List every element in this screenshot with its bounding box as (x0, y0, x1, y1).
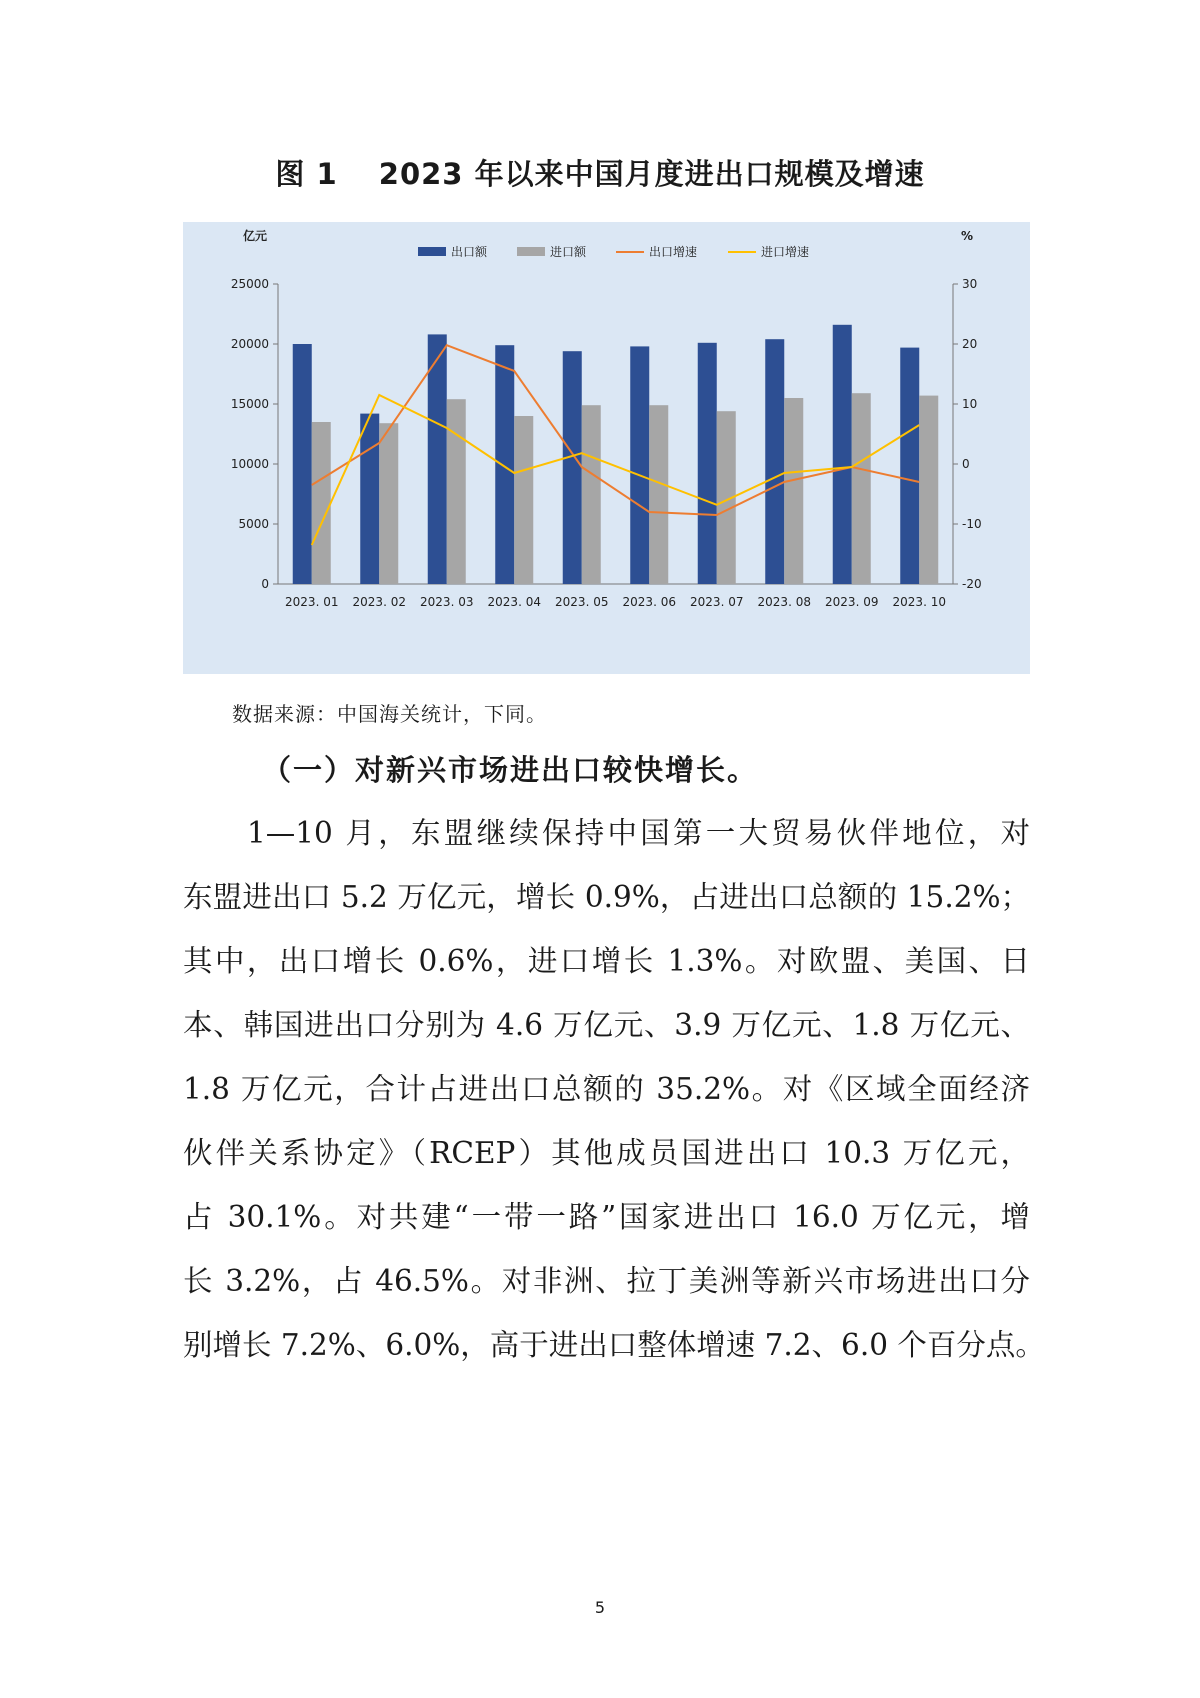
bar-import (784, 398, 803, 584)
x-tick-label: 2023. 02 (352, 595, 406, 609)
bar-export (630, 346, 649, 584)
right-tick-label: -10 (962, 517, 982, 531)
paragraph-line: 长 3.2%，占 46.5%。对非洲、拉丁美洲等新兴市场进出口分 (183, 1264, 1030, 1298)
paragraph-line: 东盟进出口 5.2 万亿元，增长 0.9%，占进出口总额的 15.2%； (183, 880, 1030, 914)
bar-export (495, 345, 514, 584)
legend-swatch (517, 247, 545, 256)
chart-panel (183, 222, 1030, 674)
paragraph-line: 别增长 7.2%、6.0%，高于进出口整体增速 7.2、6.0 个百分点。 (183, 1328, 1045, 1362)
section-heading: （一）对新兴市场进出口较快增长。 (262, 753, 759, 787)
paragraph-line: 伙伴关系协定》（RCEP）其他成员国进出口 10.3 万亿元， (183, 1136, 1030, 1170)
right-tick-label: 20 (962, 337, 978, 351)
left-tick-label: 25000 (230, 277, 269, 291)
legend-swatch (418, 247, 446, 256)
bar-import (379, 423, 398, 584)
left-axis-unit: 亿元 (243, 229, 268, 243)
legend-label: 出口增速 (649, 245, 698, 259)
x-tick-label: 2023. 03 (420, 595, 474, 609)
chart-svg (183, 222, 1030, 674)
bar-export (900, 348, 919, 584)
legend-label: 进口增速 (761, 245, 810, 259)
right-tick-label: 0 (962, 457, 970, 471)
x-tick-label: 2023. 10 (892, 595, 946, 609)
bar-export (563, 351, 582, 584)
paragraph-line: 本、韩国进出口分别为 4.6 万亿元、3.9 万亿元、1.8 万亿元、 (183, 1008, 1030, 1042)
paragraph-line: 1.8 万亿元，合计占进出口总额的 35.2%。对《区域全面经济 (183, 1072, 1030, 1106)
right-axis-unit: % (961, 229, 974, 243)
bar-import (582, 405, 601, 584)
legend-label: 进口额 (550, 245, 587, 259)
paragraph-line: 占 30.1%。对共建“一带一路”国家进出口 16.0 万亿元，增 (183, 1200, 1030, 1234)
bar-export (698, 343, 717, 584)
x-tick-label: 2023. 01 (285, 595, 339, 609)
source-note: 数据来源：中国海关统计，下同。 (232, 702, 547, 726)
bar-import (312, 422, 331, 584)
right-tick-label: 30 (962, 277, 978, 291)
x-tick-label: 2023. 05 (555, 595, 609, 609)
left-tick-label: 10000 (230, 457, 269, 471)
bar-export (428, 334, 447, 584)
x-tick-label: 2023. 08 (757, 595, 811, 609)
bar-import (447, 399, 466, 584)
bar-import (852, 393, 871, 584)
bar-export (293, 344, 312, 584)
legend-label: 出口额 (451, 245, 488, 259)
bar-import (919, 396, 938, 584)
bar-import (514, 416, 533, 584)
right-tick-label: 10 (962, 397, 978, 411)
left-tick-label: 20000 (230, 337, 269, 351)
paragraph-line: 1—10 月，东盟继续保持中国第一大贸易伙伴地位，对 (247, 816, 1030, 850)
left-tick-label: 0 (261, 577, 269, 591)
line-import-growth (312, 395, 920, 545)
bar-export (765, 339, 784, 584)
left-tick-label: 5000 (238, 517, 269, 531)
x-tick-label: 2023. 04 (487, 595, 541, 609)
body-paragraph (183, 805, 1045, 1381)
line-export-growth (312, 345, 920, 515)
left-tick-label: 15000 (230, 397, 269, 411)
x-tick-label: 2023. 06 (622, 595, 676, 609)
right-tick-label: -20 (962, 577, 982, 591)
bar-export (833, 325, 852, 584)
paragraph-line: 其中，出口增长 0.6%，进口增长 1.3%。对欧盟、美国、日 (183, 944, 1030, 978)
x-tick-label: 2023. 09 (825, 595, 879, 609)
bar-import (649, 405, 668, 584)
page-number: 5 (594, 1598, 606, 1617)
figure-title: 图 1 2023 年以来中国月度进出口规模及增速 (275, 157, 925, 191)
x-tick-label: 2023. 07 (690, 595, 744, 609)
bar-export (360, 414, 379, 584)
